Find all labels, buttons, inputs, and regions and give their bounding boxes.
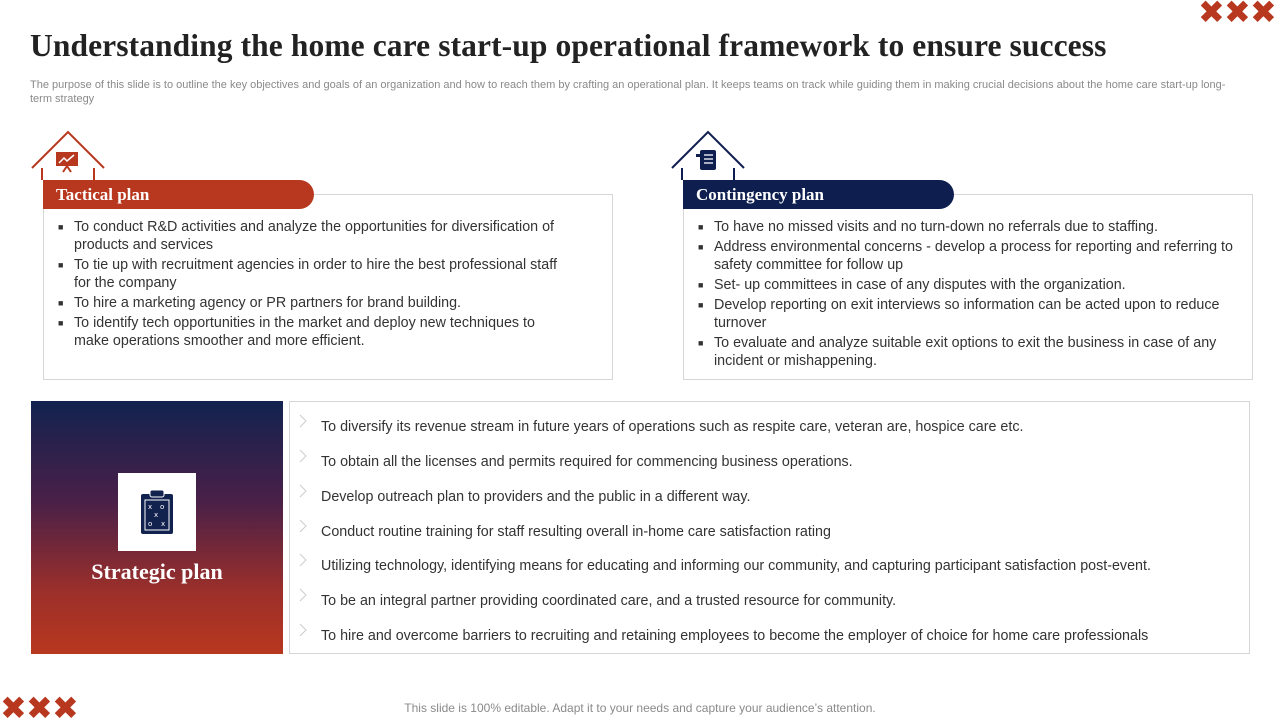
contingency-plan-list [684,218,1238,370]
decorative-x-marks-top [1198,0,1277,31]
chevron-right-icon [298,446,308,466]
bullet-icon: ■ [698,338,704,348]
house-outline-icon [30,130,106,182]
tactical-plan-label: Tactical plan [43,180,314,209]
list-item: ■ To tie up with recruitment agencies in order to hire the best professional staff for the company [58,257,557,291]
chevron-right-icon [298,481,308,501]
svg-text:x: x [161,520,166,528]
bullet-icon: ■ [58,260,64,270]
list-item: ■ To identify tech opportunities in the market and deploy new techniques to make operations smoother and more efficient. [58,315,535,349]
chevron-right-icon [298,585,308,605]
list-item: ■ To hire a marketing agency or PR partners for brand building. [58,295,462,311]
list-item: Utilizing technology, identifying means for educating and informing our community, and capturing participant satisfaction post-event. [290,547,1245,582]
svg-text:o: o [148,520,153,528]
list-item: ■ To evaluate and analyze suitable exit options to exit the business in case of any incident or mishappening. [698,335,1217,369]
list-item: ■ Set- up committees in case of any disputes with the organization. [698,277,1126,293]
slide-title: Understanding the home care start-up operational framework to ensure success [30,28,1107,63]
contingency-plan-card [683,194,1253,380]
list-item: Develop outreach plan to providers and the public in a different way. [290,478,1245,513]
tactical-plan-list [44,218,572,350]
strategic-icon-tile [118,473,196,551]
bullet-icon: ■ [698,242,704,252]
x-mark-icon: ✖ [52,689,79,720]
list-item: ■ Address environmental concerns - develop a process for reporting and referring to safety committee for follow up [698,239,1233,273]
list-item: Conduct routine training for staff resulting overall in-home care satisfaction rating [290,513,1245,548]
list-item: ■ Develop reporting on exit interviews so information can be acted upon to reduce turnover [698,297,1220,331]
x-mark-icon: ✖ [26,689,53,720]
document-scroll-icon [696,150,716,170]
bullet-icon: ■ [58,298,64,308]
bullet-icon: ■ [58,318,64,328]
list-item: ■ To conduct R&D activities and analyze the opportunities for diversification of products and services [58,219,554,253]
svg-text:o: o [160,503,165,511]
list-item: To be an integral partner providing coordinated care, and a trusted resource for community. [290,582,1245,617]
bullet-icon: ■ [698,280,704,290]
bullet-icon: ■ [58,222,64,232]
svg-text:x: x [154,511,159,519]
footer-note: This slide is 100% editable. Adapt it to your needs and capture your audience’s attention. [404,701,876,715]
chevron-right-icon [298,620,308,640]
list-item: To diversify its revenue stream in future years of operations such as respite care, veteran are, hospice care etc. [290,408,1245,443]
slide-subtitle: The purpose of this slide is to outline the key objectives and goals of an organization and how to reach them by crafting an operational plan. It keeps teams on track while guiding them in making crucial decisions about the home care start-up long-term strategy [30,79,1226,105]
svg-text:x: x [148,503,153,511]
strategic-plan-list [289,401,1250,654]
presentation-board-icon [56,152,78,172]
clipboard-strategy-icon [140,489,174,535]
strategic-plan-panel [31,401,283,654]
list-item: ■ To have no missed visits and no turn-down no referrals due to staffing. [698,219,1158,235]
list-item: To obtain all the licenses and permits required for commencing business operations. [290,443,1245,478]
bullet-icon: ■ [698,222,704,232]
chevron-right-icon [298,411,308,431]
chevron-right-icon [298,550,308,570]
strategic-plan-label: Strategic plan [91,559,223,584]
contingency-plan-label: Contingency plan [683,180,954,209]
x-mark-icon: ✖ [1250,0,1277,31]
list-item: To hire and overcome barriers to recruiting and retaining employees to become the employer of choice for home care professionals [290,617,1245,652]
x-mark-icon: ✖ [0,689,27,720]
x-mark-icon: ✖ [1224,0,1251,31]
tactical-plan-card [43,194,613,380]
bullet-icon: ■ [698,300,704,310]
house-outline-icon [670,130,746,182]
x-mark-icon: ✖ [1198,0,1225,31]
chevron-right-icon [298,516,308,536]
